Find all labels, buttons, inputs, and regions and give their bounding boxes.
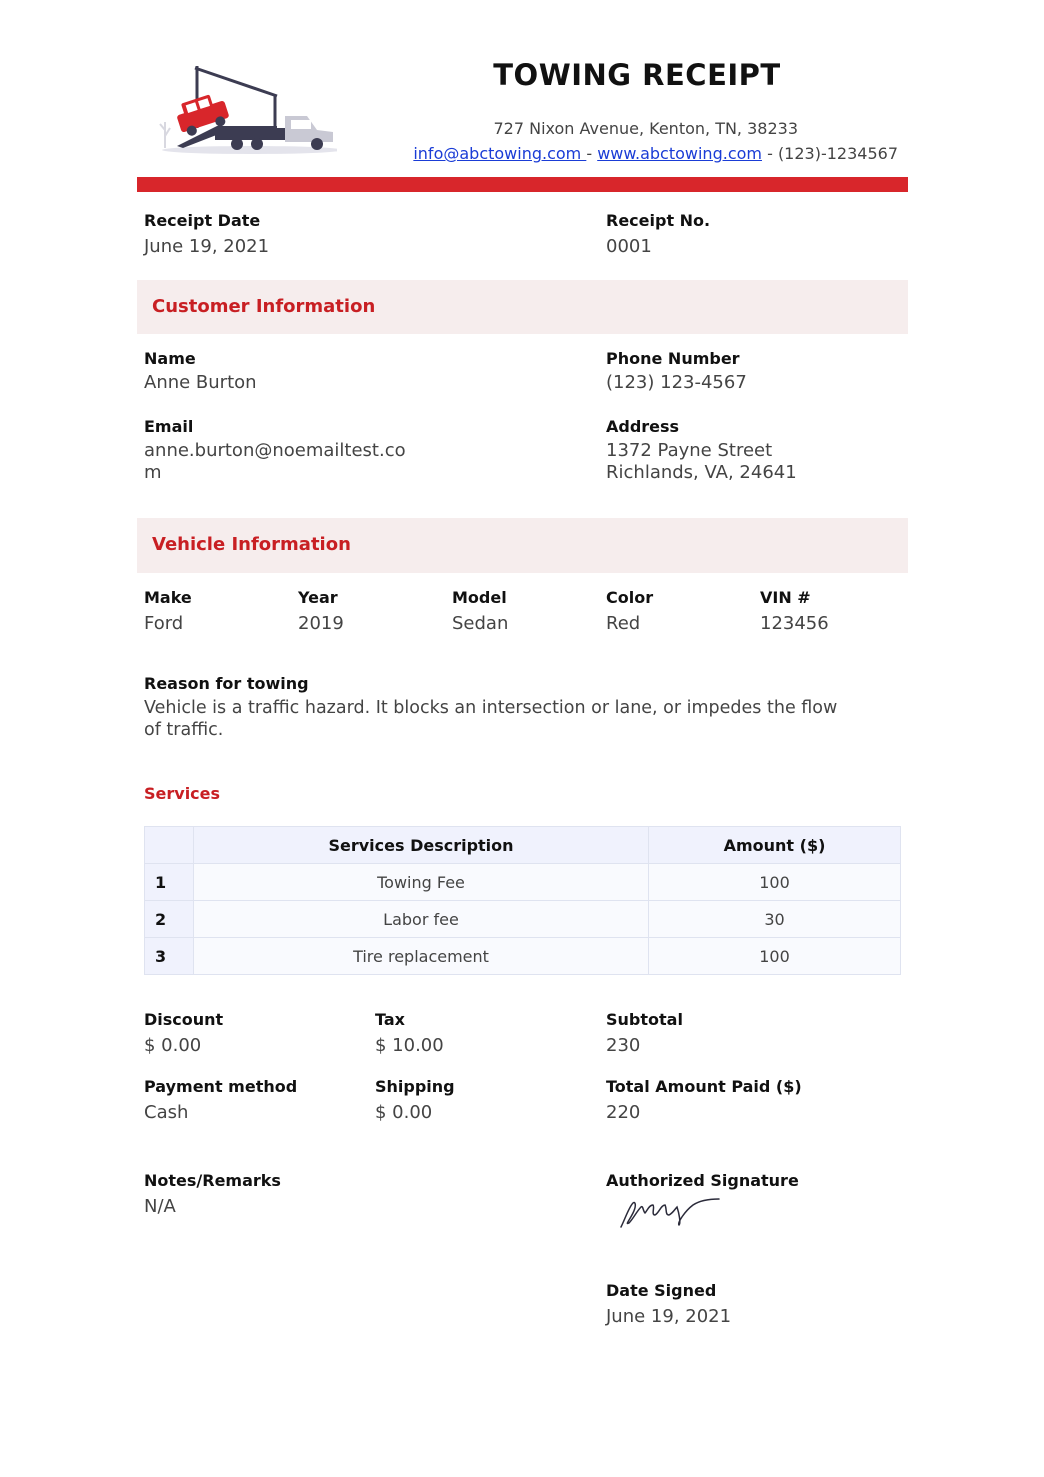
towing-reason-line2: of traffic. [144, 720, 224, 740]
signature-field [606, 1171, 799, 1190]
customer-address-line2: Richlands, VA, 24641 [606, 462, 797, 483]
row-description: Towing Fee [194, 864, 649, 901]
vehicle-vin-label: VIN # [760, 588, 811, 607]
notes-value: N/A [144, 1196, 176, 1217]
subtotal-field [606, 1010, 683, 1057]
customer-address-label: Address [606, 417, 680, 436]
payment-method-label: Payment method [144, 1077, 298, 1096]
vehicle-section-title: Vehicle Information [152, 534, 351, 555]
receipt-no-value: 0001 [606, 236, 652, 257]
customer-name-value: Anne Burton [144, 372, 257, 393]
company-address: 727 Nixon Avenue, Kenton, TN, 38233 [493, 119, 798, 138]
table-header-row [145, 827, 901, 864]
shipping-field [375, 1077, 455, 1124]
vehicle-make-label: Make [144, 588, 192, 607]
row-amount: 100 [649, 864, 901, 901]
row-number: 3 [145, 938, 194, 975]
contact-separator: - [761, 144, 778, 163]
row-amount: 30 [649, 901, 901, 938]
table-header-description: Services Description [194, 827, 649, 864]
customer-section-title: Customer Information [152, 296, 376, 317]
notes-field [144, 1171, 281, 1218]
payment-method-value: Cash [144, 1102, 189, 1123]
receipt-page [137, 0, 908, 1477]
customer-email-value-line1: anne.burton@noemailtest.co [144, 440, 406, 461]
total-paid-field [606, 1077, 802, 1124]
discount-field [144, 1010, 223, 1057]
towing-reason-label: Reason for towing [144, 674, 309, 693]
subtotal-value: 230 [606, 1035, 641, 1056]
date-signed-field [606, 1281, 731, 1328]
customer-phone-field [606, 349, 747, 394]
customer-address-line1: 1372 Payne Street [606, 440, 773, 461]
tax-value: $ 10.00 [375, 1035, 444, 1056]
services-heading: Services [144, 784, 221, 803]
row-number: 2 [145, 901, 194, 938]
customer-name-label: Name [144, 349, 196, 368]
vehicle-color-field [606, 588, 653, 635]
page-title: TOWING RECEIPT [493, 58, 781, 92]
towing-reason-field [144, 674, 908, 741]
date-signed-value: June 19, 2021 [606, 1306, 732, 1327]
total-paid-label: Total Amount Paid ($) [606, 1077, 802, 1096]
website-link[interactable]: www.abctowing.com [597, 144, 762, 163]
company-phone: (123)-1234567 [777, 144, 898, 163]
vehicle-vin-value: 123456 [760, 613, 829, 634]
customer-address-field [606, 417, 797, 484]
vehicle-make-field [144, 588, 192, 635]
vehicle-color-value: Red [606, 613, 641, 634]
customer-email-field [144, 417, 406, 484]
receipt-no-label: Receipt No. [606, 211, 711, 230]
header-divider [137, 177, 908, 192]
table-row [145, 864, 901, 901]
date-signed-label: Date Signed [606, 1281, 717, 1300]
towing-reason-line1: Vehicle is a traffic hazard. It blocks an intersection or lane, or impedes the flow [144, 698, 838, 718]
vehicle-year-label: Year [298, 588, 338, 607]
table-row [145, 901, 901, 938]
customer-email-value-line2: m [144, 462, 162, 483]
receipt-date-label: Receipt Date [144, 211, 261, 230]
receipt-no-field [606, 211, 710, 258]
customer-email-label: Email [144, 417, 194, 436]
vehicle-model-value: Sedan [452, 613, 509, 634]
contact-separator: - [586, 144, 598, 163]
discount-label: Discount [144, 1010, 224, 1029]
customer-section-header [137, 280, 908, 334]
vehicle-model-field [452, 588, 508, 635]
receipt-date-value: June 19, 2021 [144, 236, 270, 257]
shipping-label: Shipping [375, 1077, 455, 1096]
shipping-value: $ 0.00 [375, 1102, 433, 1123]
vehicle-color-label: Color [606, 588, 654, 607]
signature-label: Authorized Signature [606, 1171, 799, 1190]
row-number: 1 [145, 864, 194, 901]
subtotal-label: Subtotal [606, 1010, 683, 1029]
row-amount: 100 [649, 938, 901, 975]
vehicle-make-value: Ford [144, 613, 184, 634]
row-description: Tire replacement [194, 938, 649, 975]
table-row [145, 938, 901, 975]
vehicle-year-field [298, 588, 344, 635]
total-paid-value: 220 [606, 1102, 641, 1123]
tow-truck-logo [157, 60, 337, 160]
table-header-amount: Amount ($) [649, 827, 901, 864]
tax-field [375, 1010, 444, 1057]
vehicle-year-value: 2019 [298, 613, 344, 634]
vehicle-vin-field [760, 588, 829, 635]
table-header-num [145, 827, 194, 864]
row-description: Labor fee [194, 901, 649, 938]
signature-image [615, 1195, 725, 1235]
discount-value: $ 0.00 [144, 1035, 202, 1056]
customer-phone-label: Phone Number [606, 349, 740, 368]
customer-phone-value: (123) 123-4567 [606, 372, 747, 393]
payment-method-field [144, 1077, 297, 1124]
receipt-date-field [144, 211, 269, 258]
notes-label: Notes/Remarks [144, 1171, 281, 1190]
vehicle-model-label: Model [452, 588, 507, 607]
company-contact [413, 144, 898, 163]
customer-name-field [144, 349, 257, 394]
email-link[interactable]: info@abctowing.com [413, 144, 587, 163]
vehicle-section-header [137, 518, 908, 573]
services-table [144, 826, 901, 975]
tax-label: Tax [375, 1010, 405, 1029]
